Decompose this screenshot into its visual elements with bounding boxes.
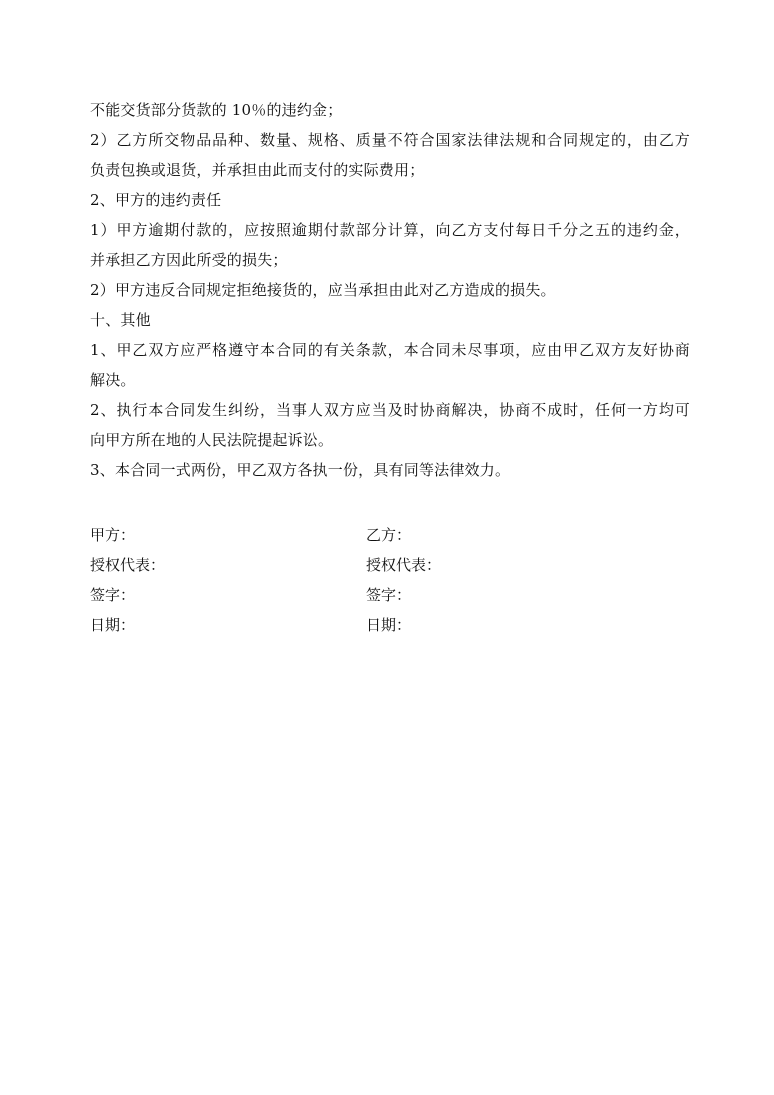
signature-block — [90, 520, 690, 640]
contract-body — [90, 95, 690, 485]
signature-row — [90, 580, 690, 610]
text-line: 3、本合同一式两份，甲乙双方各执一份，具有同等法律效力。 — [90, 461, 511, 479]
signature-row — [90, 610, 690, 640]
party-a-label: 甲方： — [90, 526, 136, 544]
text-line: 2）甲方违反合同规定拒绝接货的，应当承担由此对乙方造成的损失。 — [90, 281, 556, 299]
party-a-signature-label: 签字： — [90, 586, 136, 604]
party-a-date-label: 日期： — [90, 616, 136, 634]
section-heading: 十、其他 — [90, 311, 151, 329]
text-line: 2、执行本合同发生纠纷，当事人双方应当及时协商解决，协商不成时，任何一方均可 — [90, 401, 690, 419]
signature-row — [90, 520, 690, 550]
party-b-representative-label: 授权代表： — [366, 556, 442, 574]
text-line: 不能交货部分货款的 10％的违约金； — [90, 101, 343, 119]
party-b-date-label: 日期： — [366, 616, 412, 634]
text-line: 1）甲方逾期付款的，应按照逾期付款部分计算，向乙方支付每日千分之五的违约金， — [90, 221, 690, 239]
signature-row — [90, 550, 690, 580]
text-line: 解决。 — [90, 371, 136, 389]
text-line: 2）乙方所交物品品种、数量、规格、质量不符合国家法律法规和合同规定的，由乙方 — [90, 131, 690, 149]
text-line: 负责包换或退货，并承担由此而支付的实际费用； — [90, 161, 425, 179]
text-line: 1、甲乙双方应严格遵守本合同的有关条款，本合同未尽事项，应由甲乙双方友好协商 — [90, 341, 690, 359]
party-b-label: 乙方： — [366, 526, 412, 544]
party-b-signature-label: 签字： — [366, 586, 412, 604]
text-line: 并承担乙方因此所受的损失； — [90, 251, 288, 269]
text-line: 向甲方所在地的人民法院提起诉讼。 — [90, 431, 334, 449]
party-a-representative-label: 授权代表： — [90, 556, 166, 574]
section-heading: 2、甲方的违约责任 — [90, 191, 222, 209]
